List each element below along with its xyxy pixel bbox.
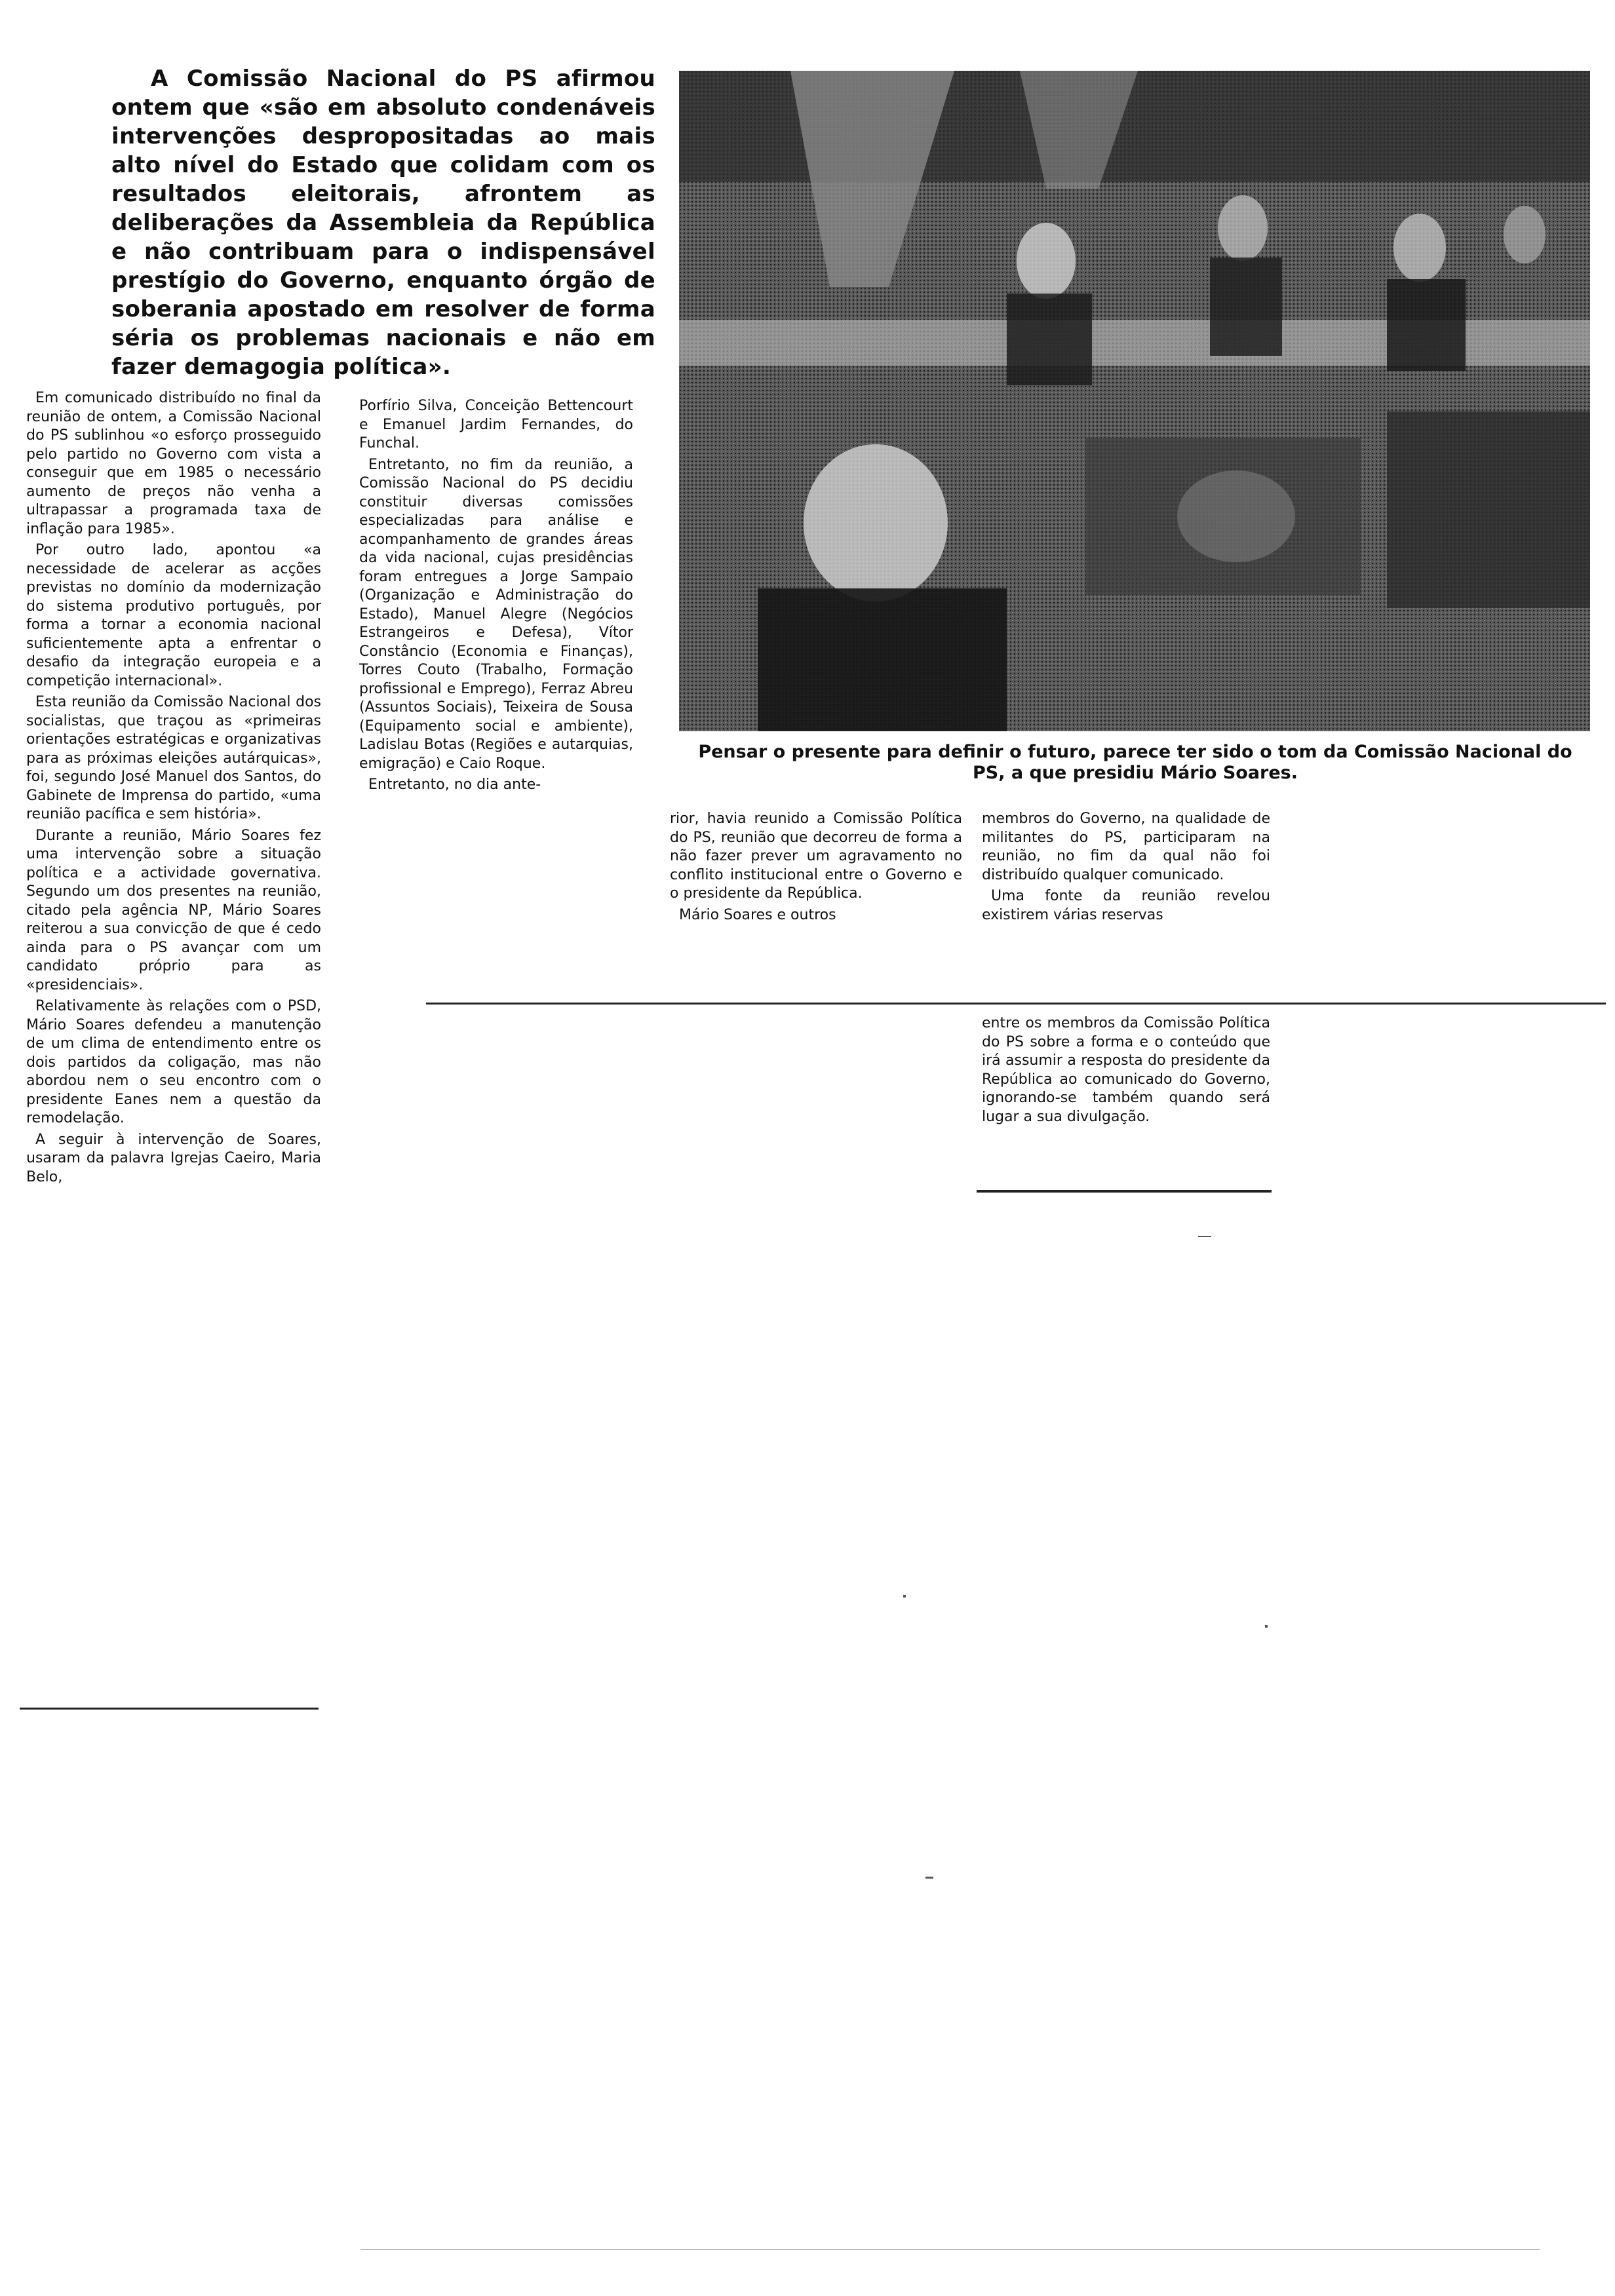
paragraph: entre os membros da Comissão Política do PS sobre a forma e o conteúdo que irá assumir a resposta do presidente da República ao comunicado do Governo, ignorando-se também quando será lugar a sua divulgação. (982, 1015, 1270, 1125)
paragraph: Durante a reunião, Mário Soares fez uma intervenção sobre a situação política e a actividade governativa. Segundo um dos presentes na reunião, citado pela agência NP, Mário Soares reiterou a sua convicção de que é cedo ainda para o PS avançar com um candidato próprio para as «presidenciais». (26, 827, 321, 993)
article-column-2 (359, 397, 633, 797)
paragraph: Entretanto, no fim da reunião, a Comissão Nacional do PS decidiu constituir diversas comissões especializadas para análise e acompanhamento de grandes áreas da vida nacional, cujas presidências foram entregues a Jorge Sampaio (Organização e Administração do Estado), Manuel Alegre (Negócios Estrangeiros e Defesa), Vítor Constâncio (Economia e Finanças), Torres Couto (Trabalho, Formação profissional e Emprego), Ferraz Abreu (Assuntos Sociais), Teixeira de Sousa (Equipamento social e ambiente), Ladislau Botas (Regiões e autarquias, emigração) e Caio Roque. (359, 456, 633, 772)
paragraph: Mário Soares e outros (679, 906, 836, 923)
paragraph: Esta reunião da Comissão Nacional dos socialistas, que traçou as «primeiras orientações estratégicas e organizativas para as próximas eleições autárquicas», foi, segundo José Manuel dos Santos, do Gabinete de Imprensa do partido, «uma reunião pacífica e sem história». (26, 694, 321, 822)
scan-speck (1198, 1236, 1211, 1237)
scan-speck (903, 1595, 906, 1598)
article-column-5 (982, 1014, 1270, 1129)
paragraph: A seguir à intervenção de Soares, usaram da palavra Igrejas Caeiro, Maria Belo, (26, 1131, 321, 1185)
column-divider-rule (426, 1003, 1606, 1004)
paragraph: Por outro lado, apontou «a necessidade de acelerar as acções previstas no domínio da modernização do sistema produtivo português, por forma a tornar a economia nacional suficientemente apta a enfrentar o desafio da integração europeia e a competição internacional». (26, 542, 321, 689)
bottom-rule (20, 1708, 319, 1710)
news-photo (679, 71, 1590, 731)
article-column-1 (26, 389, 321, 1189)
scan-speck (1265, 1625, 1268, 1628)
scan-speck (360, 2249, 1540, 2250)
article-lead: A Comissão Nacional do PS afirmou ontem que «são em absoluto condenáveis intervenções despropositadas ao mais alto nível do Estado que colidam com os resultados eleitorais, afrontem as deliberações da Assembleia da República e não contribuam para o indispensável prestígio do Governo, enquanto órgão de soberania apostado em resolver de forma séria os problemas nacionais e não em fazer demagogia política». (111, 66, 655, 380)
news-photo-image (679, 71, 1590, 731)
article-column-3 (670, 810, 962, 927)
paragraph: Uma fonte da reunião revelou existirem várias reservas (982, 888, 1270, 923)
scan-speck (925, 1877, 933, 1879)
paragraph: membros do Governo, na qualidade de militantes do PS, participaram na reunião, no fim da qual não foi distribuído qualquer comunicado. (982, 811, 1270, 883)
paragraph: Em comunicado distribuído no final da reunião de ontem, a Comissão Nacional do PS sublinhou «o esforço prosseguido pelo partido no Governo com vista a conseguir que em 1985 o necessário aumento de preços não venha a ultrapassar a programada taxa de inflação para 1985». (26, 390, 321, 537)
paragraph: Relativamente às relações com o PSD, Mário Soares defendeu a manutenção de um clima de entendimento entre os dois partidos da coligação, mas não abordou nem o seu encontro com o presidente Eanes nem a questão da remodelação. (26, 998, 321, 1126)
photo-caption: Pensar o presente para definir o futuro, parece ter sido o tom da Comissão Nacional do PS, a que presidiu Mário Soares. (698, 742, 1572, 783)
article-column-4 (982, 810, 1270, 927)
paragraph: Entretanto, no dia ante- (368, 776, 541, 793)
paragraph: rior, havia reunido a Comissão Política do PS, reunião que decorreu de forma a não fazer prever um agravamento no conflito institucional entre o Governo e o presidente da República. (670, 811, 962, 902)
column-end-rule (977, 1190, 1272, 1193)
paragraph: Porfírio Silva, Conceição Bettencourt e Emanuel Jardim Fernandes, do Funchal. (359, 398, 633, 451)
